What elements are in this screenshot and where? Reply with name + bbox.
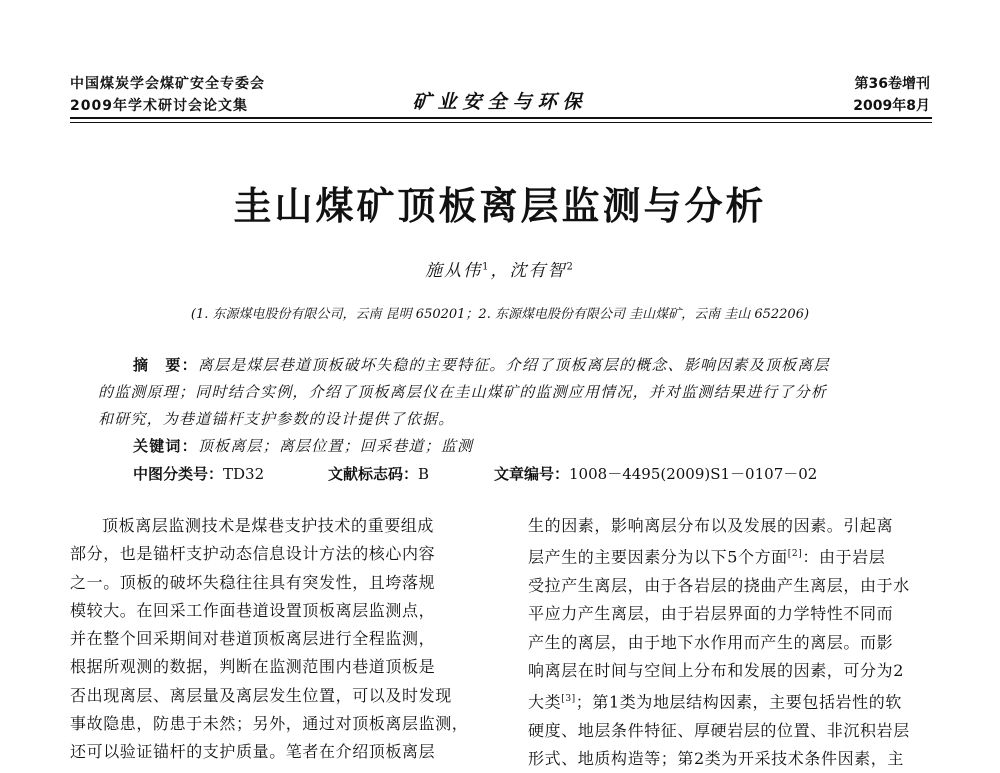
doc-code [328,463,429,484]
header-volume: 第36卷增刊 [854,76,930,92]
keywords-line [133,435,473,456]
clc-label: 中图分类号： [133,465,224,483]
clc-number [133,463,264,484]
body-right-line: 产生的离层，由于地下水作用而产生的离层。而影 [528,632,894,652]
body-left-line: 事故隐患，防患于未然；另外，通过对顶板离层监测， [70,714,469,734]
doc-code-value: B [418,465,430,483]
author-1-affil: 1 [482,261,491,273]
body-left-line: 还可以验证锚杆的支护质量。笔者在介绍顶板离层 [70,742,436,762]
abstract-line-1 [133,354,830,375]
body-right-line: 响离层在时间与空间上分布和发展的因素，可分为2 [528,660,904,680]
abstract-line-3: 和研究，为巷道锚杆支护参数的设计提供了依据。 [98,410,455,428]
clc-value: TD32 [223,465,265,483]
header-proceedings: 2009年学术研讨会论文集 [70,98,248,114]
body-right-line [528,685,910,717]
citation-2: [2] [787,549,803,560]
article-number [494,463,817,484]
body-right-line: 受拉产生离层，由于各岩层的挠曲产生离层，由于水 [528,575,910,595]
header-rule-thick [70,117,932,119]
body-right-line: 硬度、地层条件特征、厚硬岩层的位置、非沉积岩层 [528,720,910,740]
doc-code-label: 文献标志码： [328,465,419,483]
abstract-text-1: 离层是煤层巷道顶板破坏失稳的主要特征。介绍了顶板离层的概念、影响因素及顶板离层 [197,356,830,374]
body-left-line: 部分，也是锚杆支护动态信息设计方法的核心内容 [70,544,436,564]
body-left-line: 顶板离层监测技术是煤巷支护技术的重要组成 [102,516,435,535]
body-right-line [528,540,910,572]
abstract-line-2: 的监测原理；同时结合实例，介绍了顶板离层仪在圭山煤矿的监测应用情况，并对监测结果进行了分析 [98,383,828,401]
body-left-line: 并在整个回采期间对巷道顶板离层进行全程监测， [70,629,436,649]
abstract-label: 摘 要： [133,356,198,374]
body-right-text: ；第1类为地层结构因素，主要包括岩性的软 [575,692,902,712]
body-left-line: 之一。顶板的破坏失稳往往具有突发性，且垮落规 [70,572,436,592]
article-number-label: 文章编号： [494,465,570,483]
body-left-column [70,512,468,767]
body-left-line: 根据所观测的数据，判断在监测范围内巷道顶板是 [70,657,436,677]
keywords-text: 顶板离层；离层位置；回采巷道；监测 [197,437,474,455]
author-line [0,256,1000,281]
author-2: 沈有智 [509,261,567,281]
affiliations: (1. 东源煤电股份有限公司，云南 昆明 650201；2. 东源煤电股份有限公司 圭山煤矿，云南 圭山 652206) [190,307,810,322]
author-2-affil: 2 [566,261,575,273]
body-right-text: ：由于岩层 [802,547,886,567]
header-date: 2009年8月 [853,98,930,114]
body-right-text: 大类 [528,692,562,712]
body-right-column [528,512,910,773]
header-rule-thin [70,122,932,123]
body-right-line: 形式、地质构造等；第2类为开采技术条件因素，主 [528,749,904,769]
article-number-value: 1008－4495(2009)S1－0107－02 [569,465,818,483]
keywords-label: 关键词： [133,437,198,455]
body-right-line: 生的因素，影响离层分布以及发展的因素。引起离 [528,516,894,535]
header-society: 中国煤炭学会煤矿安全专委会 [70,76,265,92]
body-right-text: 层产生的主要因素分为以下5个方面 [528,547,788,567]
author-separator: ， [490,261,510,281]
author-1: 施从伟 [425,261,483,281]
body-left-line: 否出现离层、离层量及离层发生位置，可以及时发现 [70,685,452,705]
citation-3: [3] [561,694,576,705]
body-right-line: 平应力产生离层，由于岩层界面的力学特性不同而 [528,604,894,624]
body-left-line: 模较大。在回采工作面巷道设置顶板离层监测点， [70,600,436,620]
paper-title: 圭山煤矿顶板离层监测与分析 [233,184,767,228]
journal-name: 矿业安全与环保 [412,91,588,113]
